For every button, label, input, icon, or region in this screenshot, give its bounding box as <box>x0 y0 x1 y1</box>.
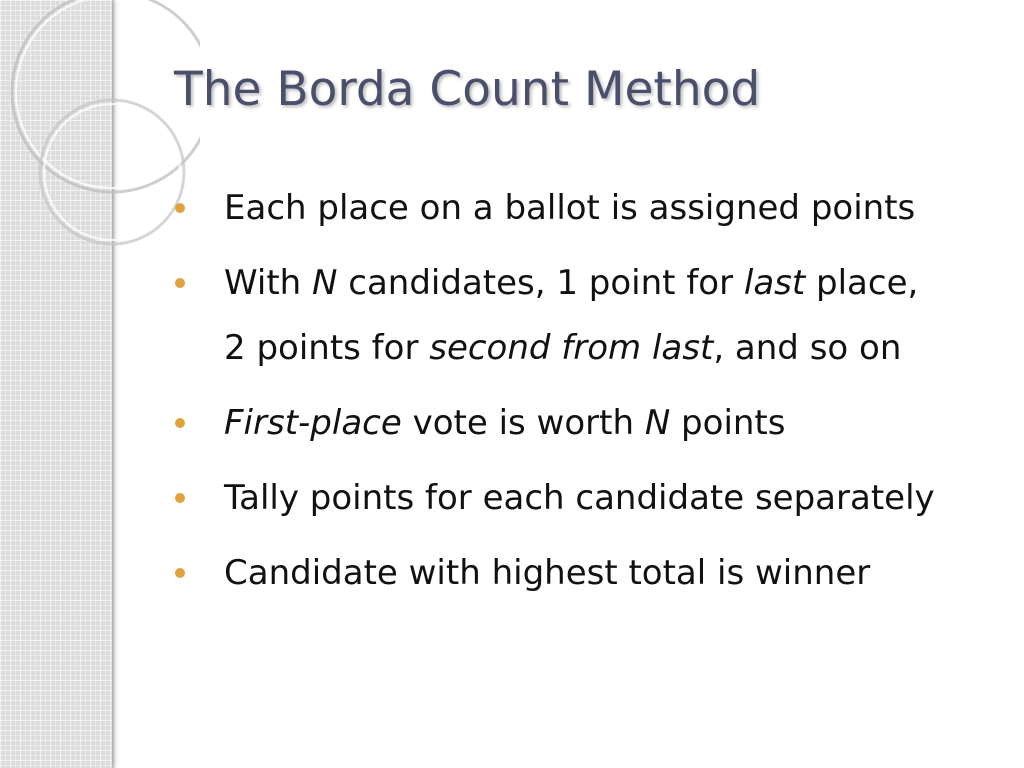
bullet-text-italic: second from last <box>429 328 714 368</box>
bullet-dot-icon <box>175 568 185 578</box>
patterned-side-band <box>0 0 112 768</box>
bullet-line <box>224 176 1010 241</box>
bullet-line <box>224 466 1010 531</box>
bullet-text: , and so on <box>713 328 902 368</box>
bullet-text: points <box>670 403 786 443</box>
bullet-line <box>224 316 1010 381</box>
bullet-text-italic: First-place <box>224 403 402 443</box>
slide-title: The Borda Count Method <box>174 62 761 117</box>
bullet-dot-icon <box>175 278 185 288</box>
bullet-item <box>170 391 1010 456</box>
bullet-line <box>224 391 1010 456</box>
bullet-item <box>170 466 1010 531</box>
bullet-list <box>170 176 1010 616</box>
bullet-item <box>170 176 1010 241</box>
bullet-line <box>224 541 1010 606</box>
bullet-text: candidates, 1 point for <box>337 263 744 303</box>
bullet-text: place, <box>805 263 919 303</box>
bullet-dot-icon <box>175 493 185 503</box>
bullet-text-italic: last <box>743 263 806 303</box>
bullet-text-italic: N <box>312 263 338 303</box>
bullet-dot-icon <box>175 418 185 428</box>
bullet-item <box>170 251 1010 381</box>
bullet-line <box>224 251 1010 316</box>
bullet-text: Each place on a ballot is assigned points <box>224 188 916 228</box>
bullet-dot-icon <box>175 203 185 213</box>
bullet-text-italic: N <box>644 403 671 443</box>
bullet-text: With <box>224 263 313 303</box>
bullet-text: Candidate with highest total is winner <box>224 553 871 593</box>
bullet-text: 2 points for <box>224 328 430 368</box>
bullet-text: vote is worth <box>401 403 645 443</box>
bullet-item <box>170 541 1010 606</box>
side-band-shadow <box>112 0 116 768</box>
bullet-text: Tally points for each candidate separately <box>224 478 935 518</box>
